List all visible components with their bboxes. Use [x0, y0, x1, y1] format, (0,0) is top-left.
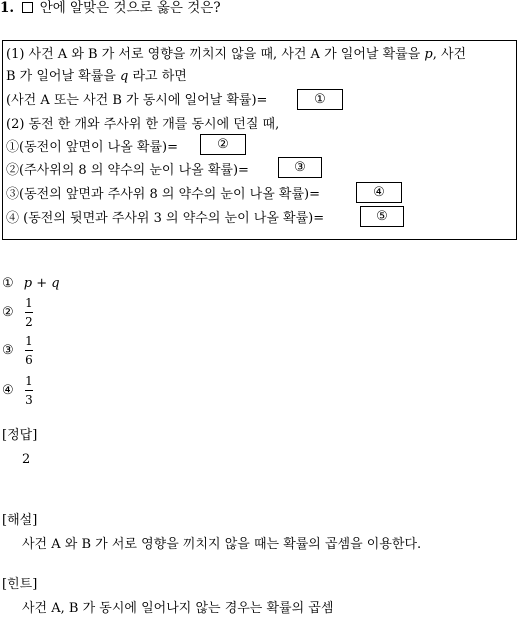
box-line-2-tail: 라고 하면 [132, 69, 187, 84]
choice-1-marker: ① [2, 276, 14, 291]
box-line-1-tail: , 사건 [432, 47, 467, 62]
variable-q: q [120, 69, 129, 84]
answer-blank-2: ② [200, 134, 246, 155]
box-line-2-text: B 가 일어날 확률을 [6, 69, 116, 84]
answer-blank-4: ④ [356, 182, 402, 203]
variable-p: p [424, 47, 433, 62]
choice-1 [2, 277, 60, 290]
choice-3-denominator: 6 [25, 353, 33, 367]
choice-4-numerator: 1 [25, 374, 33, 388]
explanation-label: [해설] [2, 513, 38, 528]
choice-4-fraction [25, 375, 33, 406]
box-line-5: ①(동전이 앞면이 나올 확률)= [6, 140, 179, 155]
box-line-8: ④ (동전의 뒷면과 주사위 3 의 약수의 눈이 나올 확률)= [6, 211, 325, 226]
box-line-7: ③(동전의 앞면과 주사위 8 의 약수의 눈이 나올 확률)= [6, 187, 320, 202]
hint-text: 사건 A, B 가 동시에 일어나지 않는 경우는 확률의 곱셈 [22, 601, 334, 616]
fraction-bar [25, 312, 33, 313]
blank-square-icon [22, 2, 33, 13]
choice-2-fraction [25, 297, 33, 328]
choice-2-marker: ② [2, 305, 14, 320]
choice-2-denominator: 2 [25, 315, 33, 329]
box-line-3: (사건 A 또는 사건 B 가 동시에 일어날 확률)= [6, 93, 268, 108]
choice-3-numerator: 1 [25, 334, 33, 348]
explanation-text: 사건 A 와 B 가 서로 영향을 끼치지 않을 때는 확률의 곱셈을 이용한다. [22, 537, 422, 552]
choice-3-fraction [25, 335, 33, 366]
box-line-4: (2) 동전 한 개와 주사위 한 개를 동시에 던질 때, [6, 117, 280, 132]
answer-value: 2 [22, 452, 31, 467]
choice-2-numerator: 1 [25, 296, 33, 310]
hint-label: [힌트] [2, 577, 38, 592]
answer-label: [정답] [2, 428, 38, 443]
answer-blank-1: ① [297, 89, 343, 110]
choice-1-text: p + q [23, 276, 60, 291]
question-title [0, 2, 221, 16]
answer-blank-3: ③ [278, 157, 322, 178]
question-number: 1. [0, 0, 15, 16]
box-line-6: ②(주사위의 8 의 약수의 눈이 나올 확률)= [6, 163, 249, 178]
question-text: 안에 알맞은 것으로 옳은 것은? [39, 0, 221, 16]
box-line-2 [6, 70, 187, 83]
fraction-bar [25, 390, 33, 391]
box-line-1-text: (1) 사건 A 와 B 가 서로 영향을 끼치지 않을 때, 사건 A 가 일어날 확률을 [6, 47, 421, 62]
box-line-1 [6, 48, 466, 61]
choice-3-marker: ③ [2, 343, 14, 358]
choice-4-marker: ④ [2, 383, 14, 398]
choice-4-denominator: 3 [25, 393, 33, 407]
fraction-bar [25, 350, 33, 351]
answer-blank-5: ⑤ [360, 206, 404, 227]
